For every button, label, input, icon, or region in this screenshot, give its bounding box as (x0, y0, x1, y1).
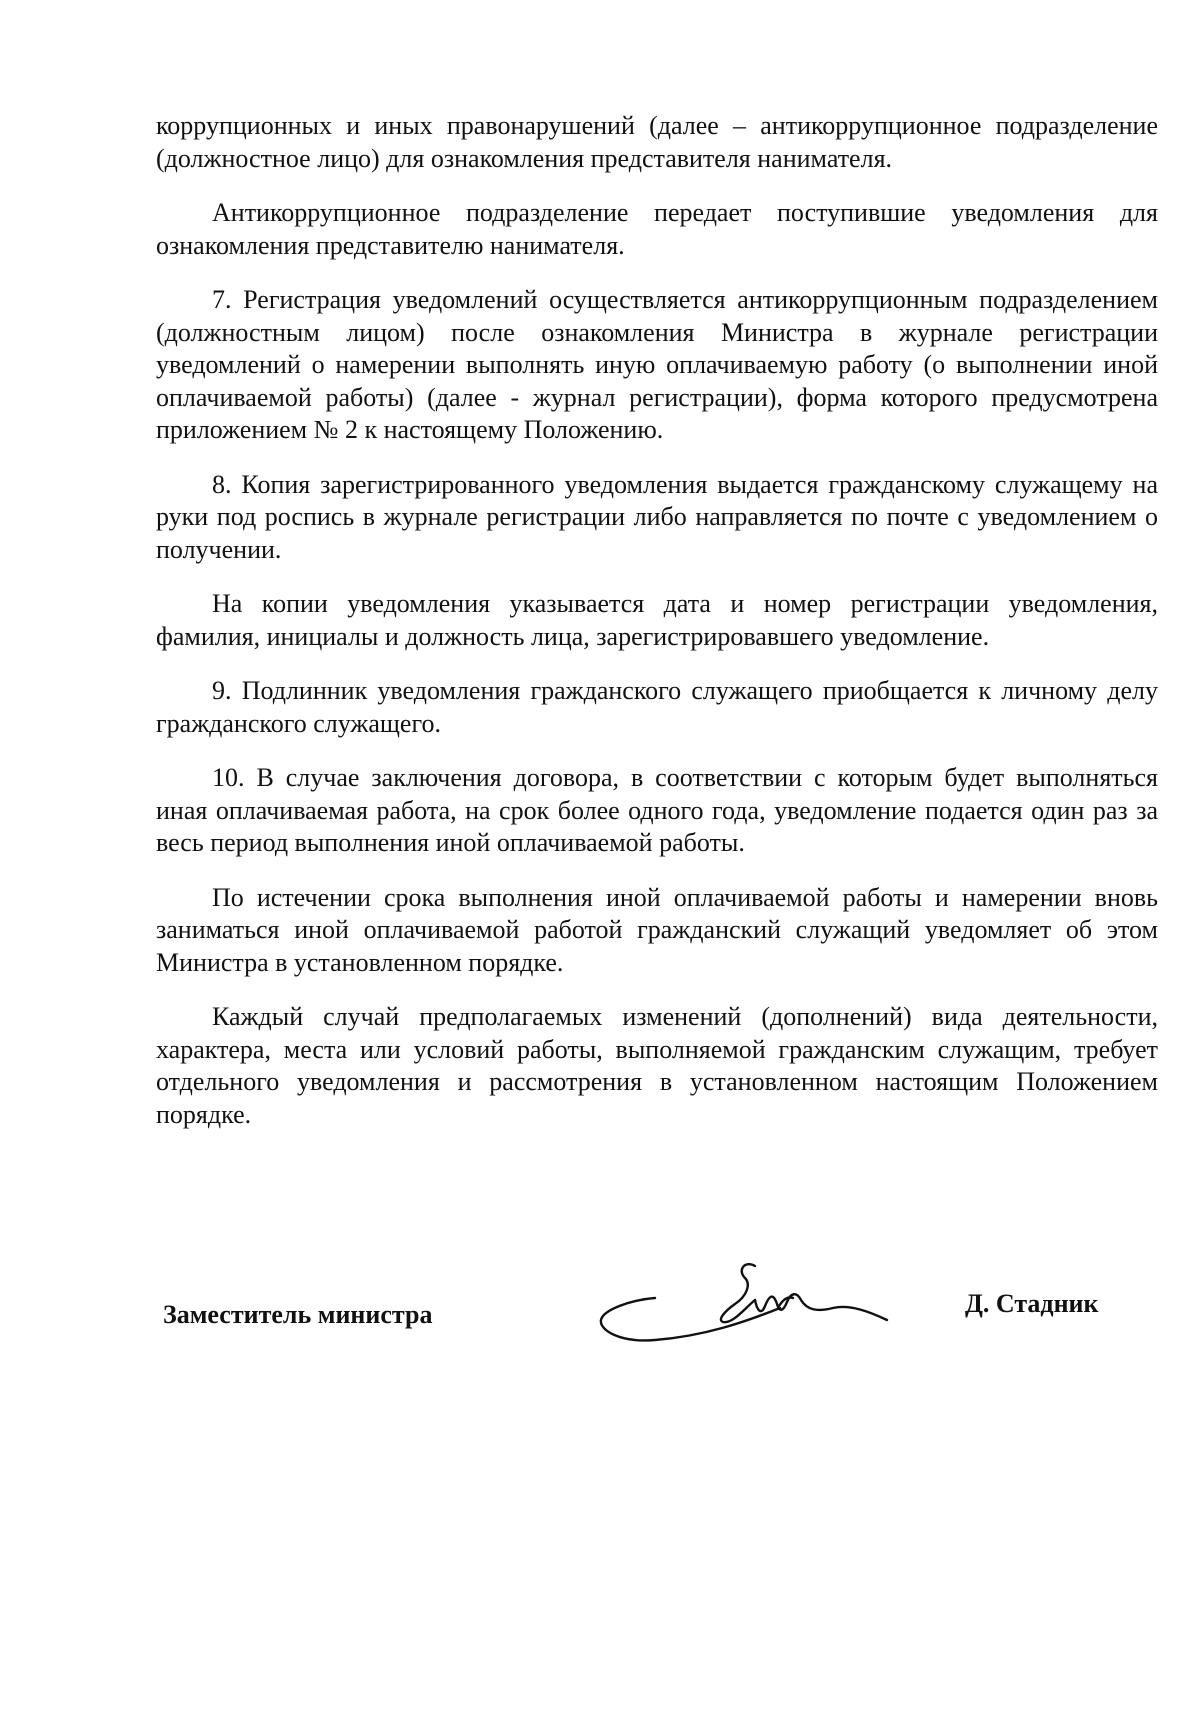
signatory-position: Заместитель министра (163, 1300, 433, 1329)
paragraph-expiry: По истечении срока выполнения иной оплачиваемой работы и намерении вновь заниматься иной оплачиваемой работой гражданский служащий уведомляет об этом Министра в установленном порядке. (156, 882, 1158, 977)
paragraph-item-10: 10. В случае заключения договора, в соответствии с которым будет выполняться иная оплачиваемая работа, на срок более одного года, уведомление подается один раз за весь период выполнения иной оплачиваемой работы. (156, 763, 1158, 857)
paragraph-item-8: 8. Копия зарегистрированного уведомления выдается гражданскому служащему на руки под роспись в журнале регистрации либо направляется по почте с уведомлением о получении. (156, 469, 1158, 564)
signatory-name: Д. Стадник (965, 1289, 1099, 1318)
paragraph-item-9: 9. Подлинник уведомления гражданского служащего приобщается к личному делу гражданского служащего. (156, 676, 1158, 738)
paragraph-changes: Каждый случай предполагаемых изменений (дополнений) вида деятельности, характера, места или условий работы, выполняемой гражданским служащим, требует отдельного уведомления и рассмотрения в установленном настоящим Положением порядке. (156, 1002, 1158, 1129)
paragraph-copy-details: На копии уведомления указывается дата и номер регистрации уведомления, фамилия, инициалы и должность лица, зарегистрировавшего уведомление. (156, 589, 1158, 651)
paragraph-anticorruption-transfer: Антикоррупционное подразделение передает поступившие уведомления для ознакомления представителю нанимателя. (156, 198, 1158, 260)
paragraph-continuation: коррупционных и иных правонарушений (далее – антикоррупционное подразделение (должностное лицо) для ознакомления представителя нанимателя. (156, 111, 1158, 173)
paragraph-item-7: 7. Регистрация уведомлений осуществляется антикоррупционным подразделением (должностным лицом) после ознакомления Министра в журнале регистрации уведомлений о намерении выполнять иную оплачиваемую работу (о выполнении иной оплачиваемой работы) (далее - журнал регистрации), форма которого предусмотрена приложением № 2 к настоящему Положению. (156, 285, 1158, 444)
document-body (156, 110, 1158, 1153)
handwritten-signature (595, 1248, 900, 1358)
